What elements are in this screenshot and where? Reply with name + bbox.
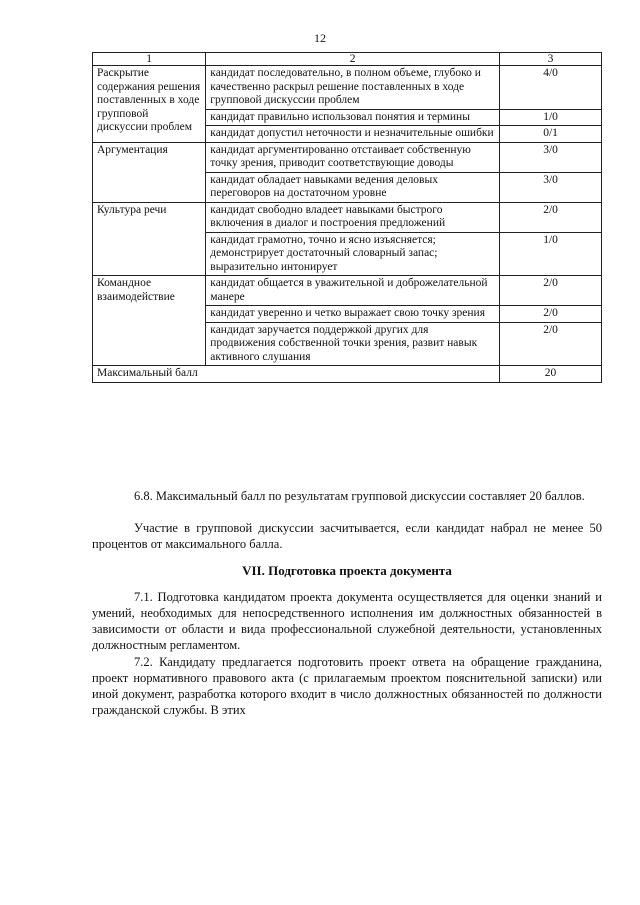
table-row <box>93 202 602 232</box>
criterion-cell: Раскрытие содержания решения поставленных в ходе групповой дискуссии проблем <box>93 66 206 143</box>
table-row <box>93 142 602 172</box>
score-cell: 4/0 <box>500 66 602 110</box>
description-cell: кандидат уверенно и четко выражает свою точку зрения <box>206 306 500 323</box>
table-row <box>93 276 602 306</box>
paragraph-7-2: 7.2. Кандидату предлагается подготовить проект ответа на обращение гражданина, проект нормативного правового акта (с прилагаемым проектом пояснительной записки) или иной документ, разработка которого входит в число должностных обязанностей по должности гражданской службы. В этих <box>92 655 602 717</box>
description-cell: кандидат свободно владеет навыками быстрого включения в диалог и построения предложений <box>206 202 500 232</box>
score-cell: 2/0 <box>500 322 602 366</box>
paragraph-6-8: 6.8. Максимальный балл по результатам групповой дискуссии составляет 20 баллов. <box>134 489 585 503</box>
total-label: Максимальный балл <box>93 366 500 383</box>
paragraph-7-1: 7.1. Подготовка кандидатом проекта документа осуществляется для оценки знаний и умений, необходимых для непосредственного исполнения им должностных обязанностей в зависимости от области и вида профессиональной служебной деятельности, установленных должностным регламентом. <box>92 590 602 652</box>
column-header: 3 <box>500 53 602 66</box>
column-header: 1 <box>93 53 206 66</box>
evaluation-criteria-table <box>92 52 602 383</box>
description-cell: кандидат правильно использовал понятия и термины <box>206 109 500 126</box>
criterion-cell: Культура речи <box>93 202 206 276</box>
description-cell: кандидат заручается поддержкой других для продвижения собственной точки зрения, развит навык активного слушания <box>206 322 500 366</box>
score-cell: 0/1 <box>500 126 602 143</box>
total-value: 20 <box>500 366 602 383</box>
description-cell: кандидат допустил неточности и незначительные ошибки <box>206 126 500 143</box>
description-cell: кандидат обладает навыками ведения деловых переговоров на достаточном уровне <box>206 172 500 202</box>
description-cell: кандидат аргументированно отстаивает собственную точку зрения, приводит соответствующие доводы <box>206 142 500 172</box>
section-heading: VII. Подготовка проекта документа <box>242 563 452 578</box>
total-row <box>93 366 602 383</box>
table-header-row <box>93 53 602 66</box>
page-number: 12 <box>314 31 326 45</box>
score-cell: 1/0 <box>500 109 602 126</box>
score-cell: 3/0 <box>500 142 602 172</box>
criterion-cell: Командное взаимодействие <box>93 276 206 366</box>
score-cell: 1/0 <box>500 232 602 276</box>
score-cell: 2/0 <box>500 202 602 232</box>
column-header: 2 <box>206 53 500 66</box>
criterion-cell: Аргументация <box>93 142 206 202</box>
score-cell: 3/0 <box>500 172 602 202</box>
description-cell: кандидат грамотно, точно и ясно изъясняется; демонстрирует достаточный словарный запас; выразительно интонирует <box>206 232 500 276</box>
score-cell: 2/0 <box>500 276 602 306</box>
score-cell: 2/0 <box>500 306 602 323</box>
table-row <box>93 66 602 110</box>
paragraph-participation: Участие в групповой дискуссии засчитывается, если кандидат набрал не менее 50 процентов от максимального балла. <box>92 521 602 551</box>
description-cell: кандидат общается в уважительной и доброжелательной манере <box>206 276 500 306</box>
description-cell: кандидат последовательно, в полном объеме, глубоко и качественно раскрыл решение поставленных в ходе групповой дискуссии проблем <box>206 66 500 110</box>
